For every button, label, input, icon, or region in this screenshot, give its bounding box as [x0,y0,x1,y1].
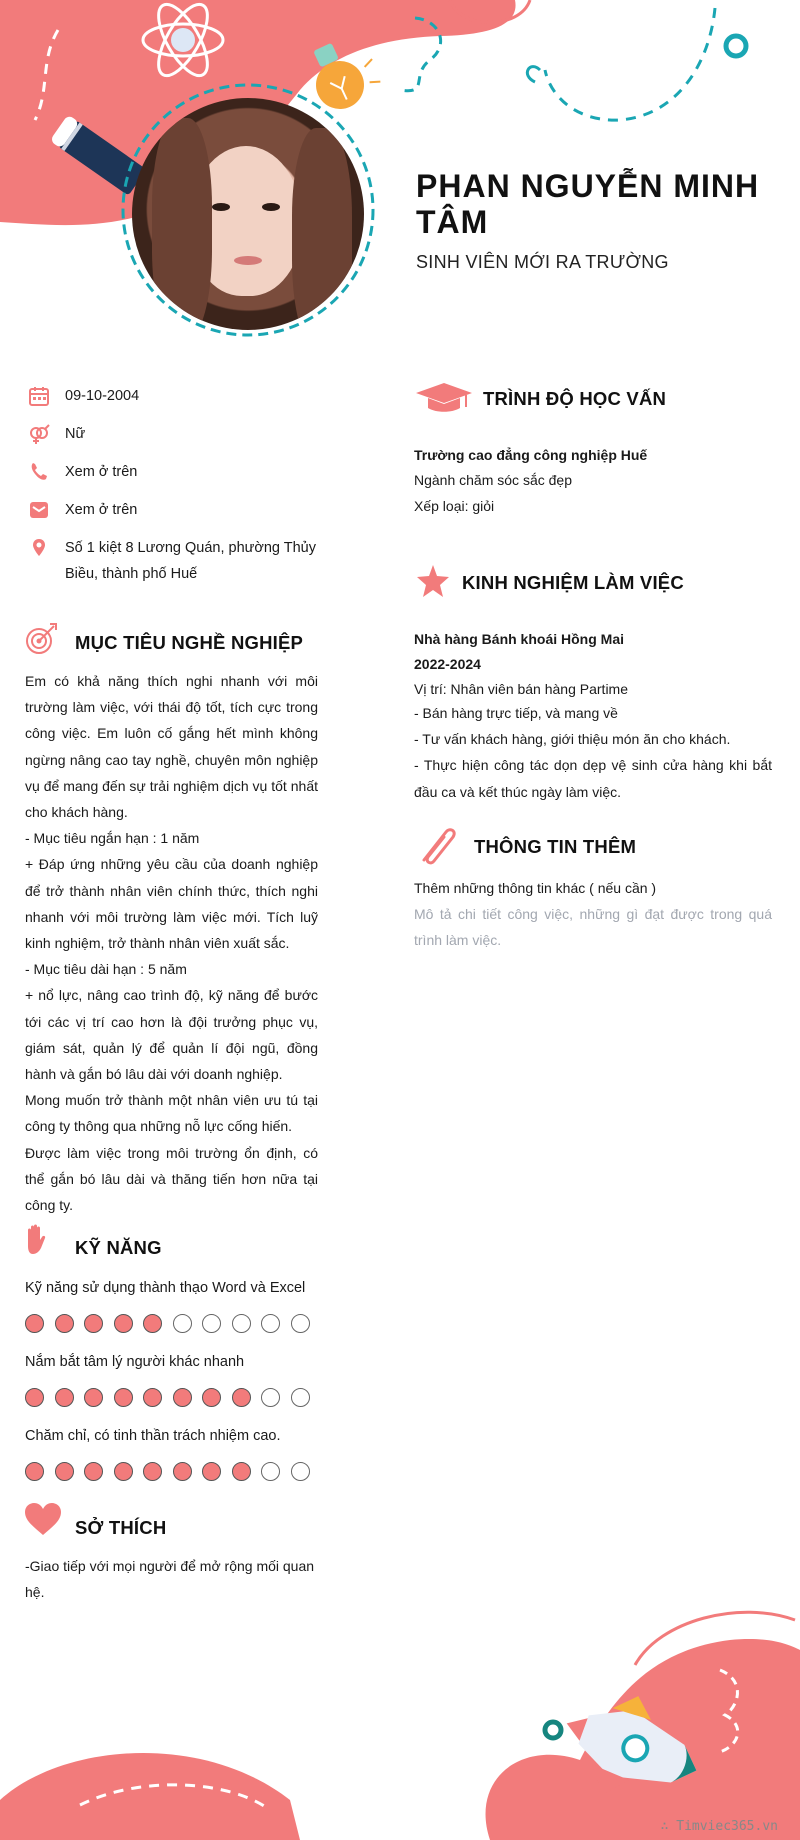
skill-rating [25,1388,320,1407]
hobbies-title: SỞ THÍCH [75,1517,167,1538]
candidate-title: SINH VIÊN MỚI RA TRƯỜNG [416,252,669,272]
objective-paragraph: Mong muốn trở thành một nhân viên ưu tú tại công ty thông qua những nỗ lực cống hiến. [25,1092,318,1135]
skill-name: Nắm bắt tâm lý người khác nhanh [25,1354,245,1370]
objective-paragraph: + Đáp ứng những yêu cầu của doanh nghiệp để trở thành nhân viên chính thức, thích nghi nhanh với môi trường làm việc mới. Tích luỹ kinh nghiệm, trở thành nhân viên xuất sắc. [25,856,318,952]
rating-dot-empty [261,1388,280,1407]
email-icon [28,499,50,521]
rating-dot-filled [84,1462,103,1481]
rating-dot-filled [114,1388,133,1407]
skill-rating [25,1462,320,1481]
small-ring [726,36,746,56]
contact-phone [28,461,325,485]
contact-gender [28,423,325,447]
hobbies-text: -Giao tiếp với mọi người để mở rộng mối quan hệ. [25,1558,315,1601]
candidate-name: PHAN NGUYỄN MINH TÂM [416,168,760,240]
rating-dot-empty [173,1314,192,1333]
objective-body [25,668,318,1218]
objective-title: MỤC TIÊU NGHỀ NGHIỆP [75,632,304,653]
contact-text: 09-10-2004 [65,388,140,404]
objective-paragraph: + nổ lực, nâng cao trình độ, kỹ năng để bước tới các vị trí cao hơn là đội trưởng phục vụ, giám sát, quản lý để quản lí đội ngũ, đồng hành và gắn bó lâu dài với doanh nghiệp. [25,987,318,1083]
experience-period: 2022-2024 [414,656,481,672]
footer-watermark: ∴ Timviec365.vn [660,1819,778,1834]
heart-icon [24,1503,62,1537]
experience-duty: - Thực hiện công tác dọn dẹp vệ sinh cửa hàng khi bắt đầu ca và kết thúc ngày làm việc. [414,757,772,800]
experience-duty: - Tư vấn khách hàng, giới thiệu món ăn cho khách. [414,731,731,748]
rating-dot-empty [232,1314,251,1333]
rating-dot-filled [202,1388,221,1407]
paperclip-icon [416,826,460,866]
lips [234,256,262,265]
phone-icon [28,461,50,483]
eye-right [262,203,280,211]
star-icon [416,565,450,597]
experience-duties [414,700,772,805]
contact-text: Xem ở trên [65,502,138,518]
hair-right [292,128,352,330]
bottom-ring [545,1722,561,1738]
hand-icon [24,1224,48,1258]
experience-position: Vị trí: Nhân viên bán hàng Partime [414,681,629,697]
contact-text: Nữ [65,426,86,442]
rating-dot-filled [143,1314,162,1333]
experience-company: Nhà hàng Bánh khoái Hồng Mai [414,631,625,647]
dash-curve-right [545,8,715,120]
target-icon [24,622,58,656]
rating-dot-empty [202,1314,221,1333]
additional-title: THÔNG TIN THÊM [474,836,637,857]
contact-text: Số 1 kiệt 8 Lương Quán, phường Thủy Biều, thành phố Huế [65,540,316,582]
contact-email [28,499,325,523]
graduation-cap-icon [416,381,472,415]
experience-title: KINH NGHIỆM LÀM VIỆC [462,572,684,593]
objective-paragraph: Được làm việc trong môi trường ổn định, có thể gắn bó lâu dài và thăng tiến hơn nữa tại công ty. [25,1144,318,1214]
additional-placeholder: Mô tả chi tiết công việc, những gì đạt được trong quá trình làm việc. [414,906,772,949]
rating-dot-empty [291,1314,310,1333]
rating-dot-filled [173,1388,192,1407]
rating-dot-filled [232,1388,251,1407]
experience-duty: - Bán hàng trực tiếp, và mang về [414,705,618,721]
additional-line: Thêm những thông tin khác ( nếu cần ) [414,880,657,896]
education-grade: Xếp loại: giỏi [414,498,495,514]
rating-dot-filled [55,1314,74,1333]
education-title: TRÌNH ĐỘ HỌC VẤN [483,388,667,409]
rating-dot-empty [291,1388,310,1407]
skills-title: KỸ NĂNG [75,1237,162,1258]
rating-dot-empty [261,1462,280,1481]
rating-dot-filled [25,1314,44,1333]
rating-dot-filled [55,1388,74,1407]
education-school: Trường cao đẳng công nghiệp Huế [414,447,648,463]
rating-dot-filled [55,1462,74,1481]
contact-text: Xem ở trên [65,464,138,480]
rating-dot-filled [202,1462,221,1481]
eye-left [212,203,230,211]
avatar [132,98,364,330]
rating-dot-filled [84,1388,103,1407]
calendar-icon [28,385,50,407]
gender-icon [28,423,50,445]
skill-rating [25,1314,320,1333]
skill-name: Kỹ năng sử dụng thành thạo Word và Excel [25,1280,306,1296]
skill-name: Chăm chỉ, có tinh thần trách nhiệm cao. [25,1428,281,1444]
rating-dot-filled [143,1388,162,1407]
dash-loop [527,67,540,82]
contact-birthday [28,385,325,409]
bottom-left-blob [0,1753,300,1840]
objective-paragraph: - Mục tiêu dài hạn : 5 năm [25,961,187,978]
rating-dot-filled [114,1314,133,1333]
education-major: Ngành chăm sóc sắc đẹp [414,472,572,488]
rating-dot-filled [25,1462,44,1481]
objective-paragraph: Em có khả năng thích nghi nhanh với môi trường làm việc, với thái độ tốt, tích cực trong công việc. Em luôn cố gắng hết mình không ngừng nâng cao tay nghề, chuyên môn nghiệp vụ để mang đến sự trải nghiệm dịch vụ tốt nhất cho khách hàng. [25,673,318,821]
rating-dot-filled [84,1314,103,1333]
rating-dot-empty [291,1462,310,1481]
rating-dot-filled [25,1388,44,1407]
rating-dot-filled [143,1462,162,1481]
rating-dot-filled [114,1462,133,1481]
hair-left [152,118,212,330]
location-pin-icon [28,537,50,559]
rating-dot-filled [173,1462,192,1481]
objective-paragraph: - Mục tiêu ngắn hạn : 1 năm [25,830,200,847]
contact-address [28,537,325,587]
rating-dot-empty [261,1314,280,1333]
rating-dot-filled [232,1462,251,1481]
